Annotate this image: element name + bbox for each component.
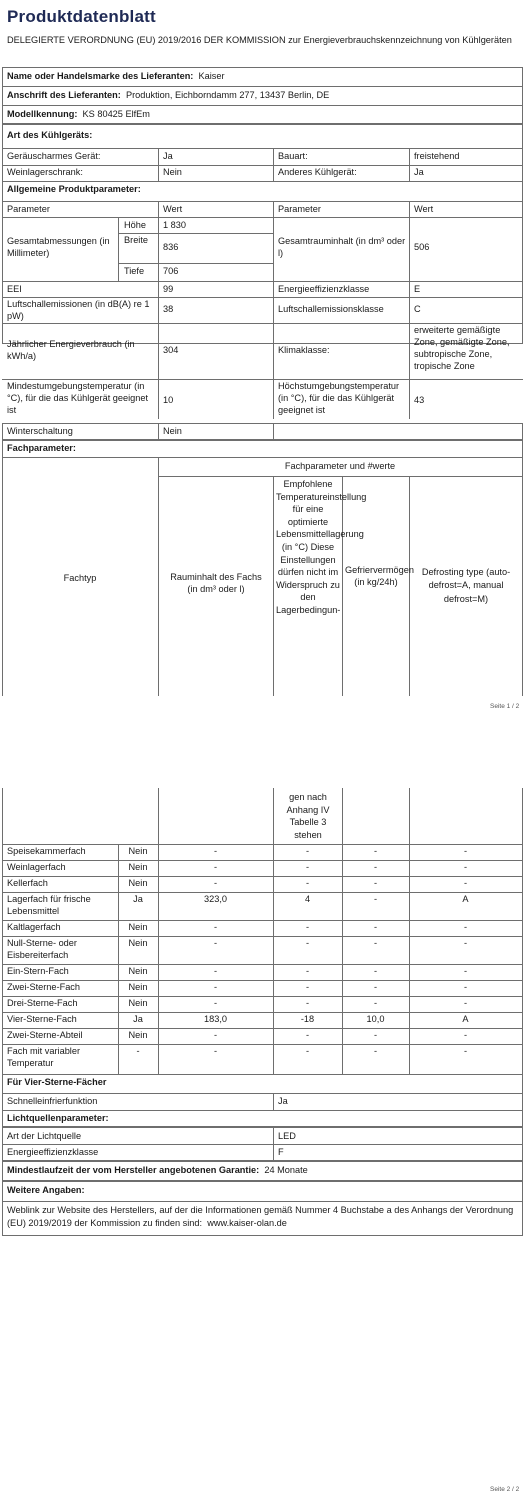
type-heading: Art des Kühlgeräts: — [7, 130, 93, 140]
eei-label: EEI — [7, 284, 22, 294]
other-device-label: Anderes Kühlgerät: — [278, 167, 357, 177]
light-class-label: Energieeffizienzklasse — [7, 1147, 99, 1157]
height-value: 1 830 — [163, 220, 186, 230]
compartment-temperature: -18 — [300, 1014, 315, 1024]
height-label: Höhe — [124, 220, 146, 230]
compartment-name: Kellerfach — [7, 878, 48, 888]
compartment-temperature: - — [305, 966, 310, 976]
compartment-temperature: - — [305, 998, 310, 1008]
compartment-group-header: Fachparameter und #werte — [284, 461, 396, 471]
compartment-defrost: - — [463, 966, 468, 976]
compartment-defrost: - — [463, 922, 468, 932]
col-param-right: Parameter — [278, 204, 321, 214]
compartment-name: Speisekammerfach — [7, 846, 86, 856]
compartment-present: Nein — [128, 966, 148, 976]
winter-label: Winterschaltung — [7, 426, 73, 436]
compartment-freeze-capacity: - — [373, 878, 378, 888]
compartment-temperature: - — [305, 922, 310, 932]
max-temp-label: Höchstumgebungstemperatur (in °C), für die das Kühlgerät geeignet ist — [278, 381, 400, 415]
climate-class-label: Klimaklasse: — [278, 345, 330, 355]
compartment-present: Nein — [128, 846, 148, 856]
compartment-temperature: - — [305, 938, 310, 948]
depth-label: Tiefe — [124, 266, 145, 276]
compartment-freeze-capacity: - — [373, 846, 378, 856]
wine-cabinet-label: Weinlagerschrank: — [7, 167, 83, 177]
compartment-name: Ein-Stern-Fach — [7, 966, 69, 976]
warranty: Mindestlaufzeit der vom Hersteller angebotenen Garantie: 24 Monate — [7, 1165, 308, 1175]
width-value: 836 — [163, 242, 179, 252]
compartment-temperature: - — [305, 982, 310, 992]
four-star-heading: Für Vier-Sterne-Fächer — [7, 1077, 107, 1087]
compartment-volume: - — [213, 938, 218, 948]
col-freeze-capacity: Gefriervermögen (in kg/24h) — [345, 565, 414, 587]
min-temp-value: 10 — [163, 395, 174, 405]
compartment-volume: 323,0 — [204, 894, 227, 904]
build-type-label: Bauart: — [278, 151, 308, 161]
compartment-freeze-capacity: - — [373, 1030, 378, 1040]
noise-emission-value: 38 — [163, 304, 174, 314]
compartment-present: Ja — [133, 894, 143, 904]
compartment-volume: - — [213, 862, 218, 872]
noise-device-label: Geräuscharmes Gerät: — [7, 151, 101, 161]
supplier-address-row: Anschrift des Lieferanten: Produktion, Eichborndamm 277, 13437 Berlin, DE — [7, 90, 330, 100]
build-type-value: freistehend — [414, 151, 460, 161]
col-param-left: Parameter — [7, 204, 50, 214]
wine-cabinet-value: Nein — [163, 167, 182, 177]
noise-device-value: Ja — [163, 151, 173, 161]
compartment-name: Vier-Sterne-Fach — [7, 1014, 77, 1024]
page-title: Produktdatenblatt — [7, 7, 156, 26]
noise-class-value: C — [414, 304, 421, 314]
compartment-defrost: A — [462, 1014, 469, 1024]
compartment-present: Nein — [128, 1030, 148, 1040]
compartment-volume: - — [213, 878, 218, 888]
compartment-freeze-capacity: - — [373, 894, 378, 904]
col-temperature: Empfohlene Temperatureinstellung für eine optimierte Lebensmittellagerung (in °C) Diese Einstellungen dürfen nicht im Widerspruch zu den Lagerbedingun- — [276, 479, 367, 615]
compartment-defrost: - — [463, 878, 468, 888]
compartment-name: Lagerfach für frische Lebensmittel — [7, 894, 91, 916]
more-info-heading: Weitere Angaben: — [7, 1185, 85, 1195]
width-label: Breite — [124, 235, 149, 245]
compartment-name: Kaltlagerfach — [7, 922, 61, 932]
compartment-defrost: - — [463, 862, 468, 872]
compartment-volume: - — [213, 998, 218, 1008]
noise-class-label: Luftschallemissionsklasse — [278, 304, 384, 314]
col-value-right: Wert — [414, 204, 434, 214]
compartments-heading: Fachparameter: — [7, 443, 76, 453]
compartment-volume: 183,0 — [204, 1014, 227, 1024]
compartment-temperature: - — [305, 862, 310, 872]
compartment-volume: - — [213, 1046, 218, 1056]
compartment-present: Nein — [128, 938, 148, 948]
light-type-value: LED — [278, 1131, 296, 1141]
compartment-present: Ja — [133, 1014, 143, 1024]
compartment-present: Nein — [128, 878, 148, 888]
compartment-name: Weinlagerfach — [7, 862, 66, 872]
energy-class-label: Energieeffizienzklasse — [278, 284, 370, 294]
annual-energy-label: Jährlicher Energieverbrauch (in kWh/a) — [7, 339, 135, 361]
energy-class-value: E — [414, 284, 421, 294]
light-class-value: F — [278, 1147, 284, 1157]
light-type-label: Art der Lichtquelle — [7, 1131, 82, 1141]
volume-label: Gesamtrauminhalt (in dm³ oder l) — [278, 236, 406, 258]
compartment-freeze-capacity: - — [373, 938, 378, 948]
quick-freeze-value: Ja — [278, 1096, 288, 1106]
volume-value: 506 — [414, 242, 430, 252]
compartment-freeze-capacity: - — [373, 862, 378, 872]
compartment-temperature: - — [305, 878, 310, 888]
compartment-temperature: 4 — [304, 894, 311, 904]
compartment-present: Nein — [128, 922, 148, 932]
model-row: Modellkennung: KS 80425 ElfEm — [7, 109, 150, 119]
winter-row — [2, 423, 523, 440]
compartment-defrost: - — [463, 998, 468, 1008]
compartment-present: Nein — [128, 862, 148, 872]
compartment-name: Null-Sterne- oder Eisbereiterfach — [7, 938, 77, 960]
page-number-2: Seite 2 / 2 — [490, 1486, 520, 1493]
compartment-volume: - — [213, 846, 218, 856]
compartment-defrost: - — [463, 846, 468, 856]
weblink-text: Weblink zur Website des Herstellers, auf der die Informationen gemäß Nummer 4 Buchstabe a des Anhangs der Verordnung (EU) 2019/2019 der Kommission zu finden sind: www.kaiser-olan.de — [7, 1205, 514, 1228]
weblink-url[interactable]: www.kaiser-olan.de — [207, 1217, 287, 1228]
supplier-name-row: Name oder Handelsmarke des Lieferanten: Kaiser — [7, 71, 225, 81]
compartment-name: Zwei-Sterne-Abteil — [7, 1030, 83, 1040]
compartment-present: Nein — [128, 982, 148, 992]
light-heading: Lichtquellenparameter: — [7, 1113, 109, 1123]
min-temp-label: Mindestumgebungstemperatur (in °C), für die das Kühlgerät geeignet ist — [7, 381, 149, 415]
compartment-temperature: - — [305, 1030, 310, 1040]
noise-emission-label: Luftschallemissionen (in dB(A) re 1 pW) — [7, 299, 150, 321]
eei-value: 99 — [163, 284, 174, 294]
climate-class-value: erweiterte gemäßigte Zone, gemäßigte Zone, subtropische Zone, tropische Zone — [414, 325, 510, 371]
compartment-freeze-capacity: - — [373, 998, 378, 1008]
compartment-freeze-capacity: - — [373, 966, 378, 976]
compartment-defrost: - — [463, 1046, 468, 1056]
compartment-freeze-capacity: 10,0 — [366, 1014, 385, 1024]
compartment-present: - — [136, 1046, 140, 1056]
compartments-heading-row — [2, 440, 523, 458]
compartment-volume: - — [213, 922, 218, 932]
compartment-name: Drei-Sterne-Fach — [7, 998, 78, 1008]
compartment-name: Zwei-Sterne-Fach — [7, 982, 81, 992]
col-value-left: Wert — [163, 204, 183, 214]
dims-label: Gesamtabmessungen (in Millimeter) — [7, 236, 110, 258]
annual-energy-value: 304 — [163, 345, 179, 355]
depth-value: 706 — [163, 266, 179, 276]
col-temperature-cont: gen nach Anhang IV Tabelle 3 stehen — [286, 792, 330, 840]
col-volume: Rauminhalt des Fachs (in dm³ oder l) — [170, 572, 262, 594]
other-device-value: Ja — [414, 167, 424, 177]
compartment-freeze-capacity: - — [373, 922, 378, 932]
max-temp-value: 43 — [414, 395, 425, 405]
compartment-volume: - — [213, 1030, 218, 1040]
compartment-volume: - — [213, 982, 218, 992]
compartment-defrost: - — [463, 1030, 468, 1040]
compartment-freeze-capacity: - — [373, 982, 378, 992]
compartment-volume: - — [213, 966, 218, 976]
quick-freeze-label: Schnelleinfrierfunktion — [7, 1096, 98, 1106]
compartment-defrost: - — [463, 938, 468, 948]
winter-value: Nein — [163, 426, 182, 436]
compartment-freeze-capacity: - — [373, 1046, 378, 1056]
compartment-temperature: - — [305, 846, 310, 856]
compartment-present: Nein — [128, 998, 148, 1008]
col-compartment-type: Fachtyp — [63, 573, 97, 583]
col-defrost-type: Defrosting type (auto-defrost=A, manual defrost=M) — [421, 567, 511, 604]
compartment-defrost: A — [462, 894, 469, 904]
general-heading: Allgemeine Produktparameter: — [7, 184, 141, 194]
page-number-1: Seite 1 / 2 — [490, 703, 520, 710]
compartment-name: Fach mit variabler Temperatur — [7, 1046, 81, 1068]
compartment-temperature: - — [305, 1046, 310, 1056]
compartment-defrost: - — [463, 982, 468, 992]
intro-text: DELEGIERTE VERORDNUNG (EU) 2019/2016 DER KOMMISSION zur Energieverbrauchskennzeichnung von Kühlgeräten — [7, 35, 512, 45]
